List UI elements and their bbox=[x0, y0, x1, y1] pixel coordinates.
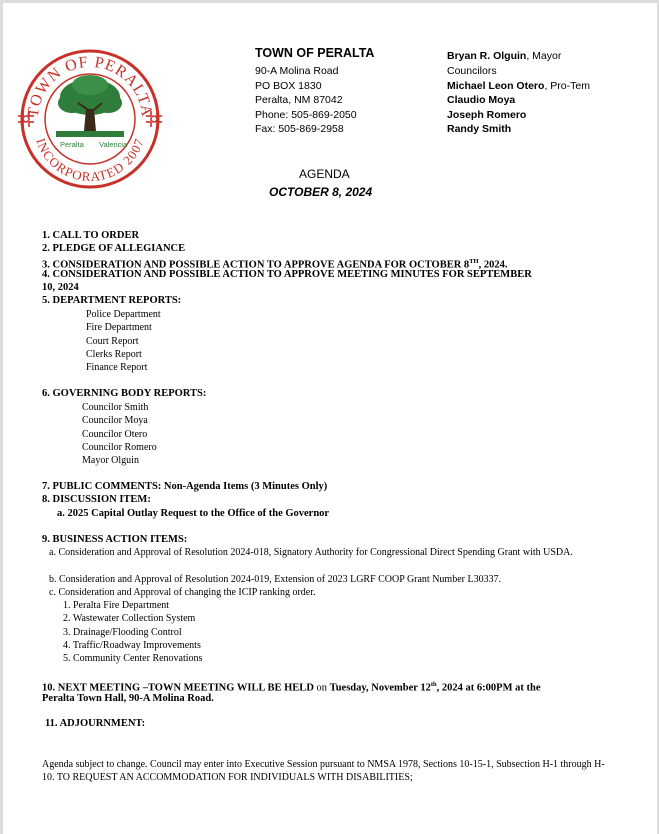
body-report-moya: Councilor Moya bbox=[82, 415, 148, 427]
next-meeting-sup: th bbox=[430, 681, 437, 688]
fax-number: Fax: 505-869-2958 bbox=[255, 123, 344, 136]
councilor-romero: Joseph Romero bbox=[447, 108, 527, 121]
item-approve-agenda-end: , 2024. bbox=[478, 259, 508, 271]
next-meeting-date: Tuesday, November 12 bbox=[329, 682, 431, 694]
item-approve-minutes: 4. CONSIDERATION AND POSSIBLE ACTION TO APPROVE MEETING MINUTES FOR SEPTEMBER bbox=[42, 269, 532, 280]
item-approve-agenda-sup: TH bbox=[469, 258, 479, 265]
item-business-c: c. Consideration and Approval of changing the ICIP ranking order. bbox=[49, 587, 316, 598]
dept-report-court: Court Report bbox=[86, 335, 139, 347]
next-meeting-rest: , 2024 at 6:00PM at the bbox=[436, 682, 541, 694]
pro-tem-line bbox=[447, 79, 590, 94]
icip-item-1: 1. Peralta Fire Department bbox=[63, 600, 170, 611]
body-report-otero: Councilor Otero bbox=[82, 428, 148, 440]
icip-item-2: 2. Wastewater Collection System bbox=[63, 613, 196, 625]
item-adjournment: 11. ADJOURNMENT: bbox=[45, 718, 146, 729]
agenda-title: AGENDA bbox=[299, 167, 350, 181]
town-name: TOWN OF PERALTA bbox=[255, 46, 375, 60]
seal-top-text: TOWN OF PERALTA bbox=[24, 53, 156, 119]
address-line-3: Peralta, NM 87042 bbox=[255, 94, 343, 107]
councilors-label: Councilors bbox=[447, 65, 497, 77]
next-meeting-location: Peralta Town Hall, 90-A Molina Road. bbox=[42, 693, 214, 704]
councilor-smith: Randy Smith bbox=[447, 123, 512, 136]
address-line-1: 90-A Molina Road bbox=[255, 65, 339, 77]
agenda-date: OCTOBER 8, 2024 bbox=[269, 185, 373, 199]
item-public-comments: 7. PUBLIC COMMENTS: Non-Agenda Items (3 Minutes Only) bbox=[42, 481, 328, 492]
item-discussion-a: a. 2025 Capital Outlay Request to the Office of the Governor bbox=[57, 508, 330, 519]
body-report-romero: Councilor Romero bbox=[82, 441, 157, 453]
seal-bottom-text: INCORPORATED 2007 bbox=[33, 136, 147, 185]
item-approve-agenda-text: 3. CONSIDERATION AND POSSIBLE ACTION TO APPROVE AGENDA FOR OCTOBER 8 bbox=[42, 259, 470, 271]
icip-item-5: 5. Community Center Renovations bbox=[63, 653, 203, 665]
address-line-2: PO BOX 1830 bbox=[255, 79, 322, 92]
dept-report-clerks: Clerks Report bbox=[86, 348, 142, 360]
item-pledge: 2. PLEDGE OF ALLEGIANCE bbox=[42, 243, 186, 254]
window-top-edge bbox=[0, 0, 659, 3]
mayor-title: , Mayor bbox=[526, 50, 562, 62]
tree-icon bbox=[56, 75, 124, 137]
next-meeting-on: on bbox=[313, 682, 330, 694]
item-department-reports: 5. DEPARTMENT REPORTS: bbox=[42, 295, 182, 306]
pro-tem-title: , Pro-Tem bbox=[544, 79, 590, 92]
item-approve-minutes-cont: 10, 2024 bbox=[42, 282, 79, 293]
window-left-edge bbox=[0, 0, 3, 834]
dept-report-fire: Fire Department bbox=[86, 322, 152, 334]
item-business-action: 9. BUSINESS ACTION ITEMS: bbox=[42, 534, 188, 545]
body-report-mayor: Mayor Olguin bbox=[82, 455, 139, 467]
item-call-to-order: 1. CALL TO ORDER bbox=[42, 230, 140, 241]
item-discussion: 8. DISCUSSION ITEM: bbox=[42, 494, 151, 505]
item-business-b: b. Consideration and Approval of Resolution 2024-019, Extension of 2023 LGRF COOP Grant Number L30337. bbox=[49, 574, 502, 585]
icip-item-3: 3. Drainage/Flooding Control bbox=[63, 626, 182, 638]
mayor-line bbox=[447, 49, 561, 64]
body-report-smith: Councilor Smith bbox=[82, 402, 149, 413]
town-seal-logo bbox=[16, 45, 164, 193]
dept-report-finance: Finance Report bbox=[86, 362, 148, 374]
mayor-name: Bryan R. Olguin bbox=[447, 50, 527, 62]
dept-report-police: Police Department bbox=[86, 309, 161, 320]
phone-number: Phone: 505-869-2050 bbox=[255, 108, 357, 121]
seal-right-label: Valencia bbox=[99, 140, 128, 149]
item-governing-body-reports: 6. GOVERNING BODY REPORTS: bbox=[42, 388, 207, 399]
item-business-a: a. Consideration and Approval of Resolution 2024-018, Signatory Authority for Congressional Direct Spending Grant with USDA. bbox=[49, 547, 573, 558]
next-meeting-heading: 10. NEXT MEETING –TOWN MEETING WILL BE HELD bbox=[42, 682, 314, 694]
svg-text:INCORPORATED 2007 bbox=[33, 136, 147, 184]
pro-tem-name: Michael Leon Otero bbox=[447, 79, 545, 92]
seal-left-label: Peralta bbox=[60, 140, 84, 149]
councilor-moya: Claudio Moya bbox=[447, 94, 516, 107]
icip-item-4: 4. Traffic/Roadway Improvements bbox=[63, 639, 201, 651]
footer-note: Agenda subject to change. Council may enter into Executive Session pursuant to NMSA 1978, Sections 10-15-1, Subsection H-1 through H-10. TO REQUEST AN ACCOMMODATION FOR INDIVIDUALS WITH DISABILITIES; bbox=[42, 759, 605, 784]
